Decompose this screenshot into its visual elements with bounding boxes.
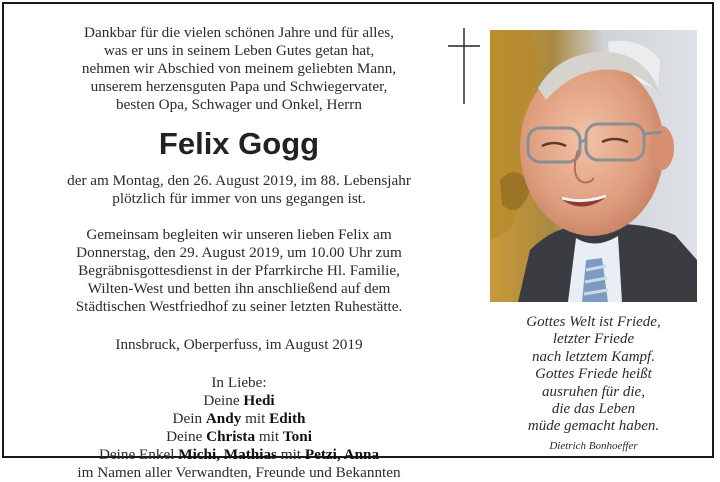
burial-line: Begräbnisgottesdienst in der Pfarrkirche Hl. Familie, bbox=[78, 262, 400, 279]
quote-line: Gottes Welt ist Friede, bbox=[526, 314, 661, 330]
burial-line: Städtischen Westfriedhof zu seiner letzten Ruhestätte. bbox=[75, 298, 403, 315]
quote-line: ausruhen für die, bbox=[542, 383, 645, 400]
burial-line: Donnerstag, den 29. August 2019, um 10.00 Uhr zum bbox=[76, 244, 402, 261]
intro-line: was er uns in seinem Leben Gutes getan hat, bbox=[103, 42, 375, 59]
portrait-photo bbox=[490, 30, 697, 302]
obituary-card bbox=[2, 2, 714, 481]
quote-line: letzter Friede bbox=[552, 331, 635, 348]
mourners-heading: In Liebe: bbox=[211, 374, 267, 391]
mourner-wife: Deine Hedi bbox=[203, 392, 275, 409]
burial-line: Gemeinsam begleiten wir unseren lieben Felix am bbox=[86, 226, 392, 243]
quote-line: müde gemacht haben. bbox=[527, 418, 660, 435]
mourner-grandchildren: Deine Enkel Michi, Mathias mit Petzi, Anna bbox=[98, 446, 380, 463]
burial-paragraph bbox=[34, 226, 444, 316]
intro-line: nehmen wir Abschied von meinem geliebten Mann, bbox=[81, 60, 397, 77]
deceased-name: Felix Gogg bbox=[158, 126, 320, 161]
obituary-text bbox=[34, 24, 444, 482]
intro-line: Dankbar für die vielen schönen Jahre und für alles, bbox=[84, 24, 394, 41]
place-date: Innsbruck, Oberperfuss, im August 2019 bbox=[115, 336, 363, 353]
death-line: plötzlich für immer von uns gegangen ist. bbox=[112, 190, 366, 207]
mourners-list bbox=[34, 374, 444, 482]
quote-line: die das Leben bbox=[551, 401, 636, 418]
mourner-son: Dein Andy mit Edith bbox=[172, 410, 306, 427]
bonhoeffer-quote bbox=[490, 314, 697, 454]
intro-line: besten Opa, Schwager und Onkel, Herrn bbox=[116, 96, 362, 113]
death-line: der am Montag, den 26. August 2019, im 88. Lebensjahr bbox=[67, 172, 411, 189]
death-paragraph bbox=[34, 172, 444, 208]
cross-icon bbox=[444, 28, 484, 104]
quote-line: Gottes Friede heißt bbox=[535, 366, 652, 383]
mourners-closing: im Namen aller Verwandten, Freunde und Bekannten bbox=[77, 464, 401, 481]
mourner-daughter: Deine Christa mit Toni bbox=[166, 428, 312, 445]
intro-line: unserem herzensguten Papa und Schwiegervater, bbox=[90, 78, 388, 95]
burial-line: Wilten-West und betten ihn anschließend auf dem bbox=[87, 280, 391, 297]
quote-line: nach letztem Kampf. bbox=[532, 348, 655, 365]
quote-author: Dietrich Bonhoeffer bbox=[549, 439, 638, 452]
intro-paragraph bbox=[34, 24, 444, 114]
